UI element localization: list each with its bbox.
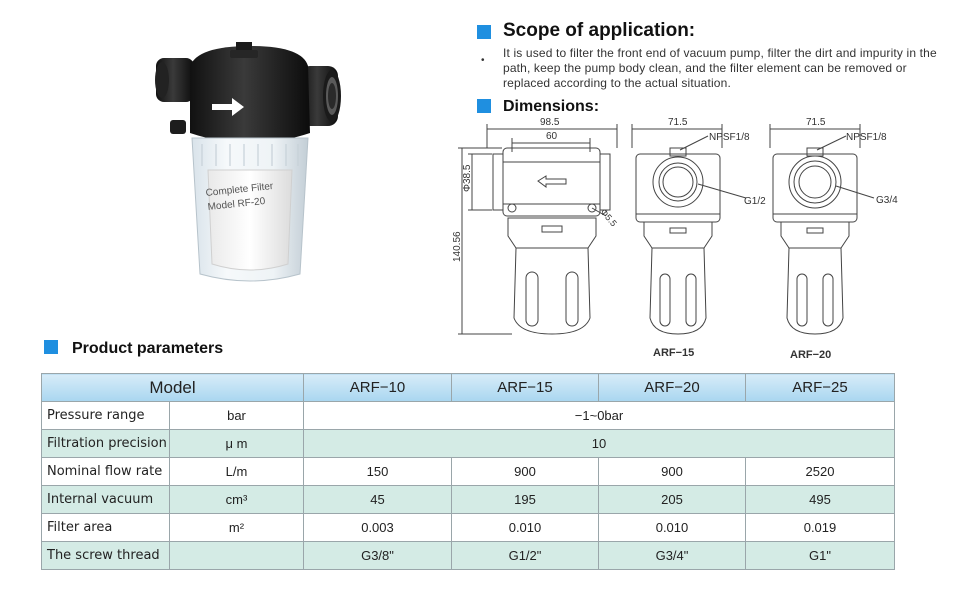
table-row (42, 458, 895, 486)
table-row (42, 430, 895, 458)
row-unit-vacuum: cm³ (170, 486, 304, 514)
row-name-precision: Filtration precision (42, 430, 170, 458)
cell-thread-arf-10: G3/8" (304, 542, 452, 570)
header-arf-25: ARF−25 (746, 374, 895, 402)
dimensions-title: Dimensions: (503, 98, 600, 115)
header-arf-10: ARF−10 (304, 374, 452, 402)
caption-arf-15: ARF−15 (653, 347, 695, 359)
table-row (42, 486, 895, 514)
npsf-right-label: NPSF1/8 (846, 132, 887, 143)
cell-flow-arf-15: 900 (452, 458, 599, 486)
dimension-drawings (440, 112, 920, 362)
scope-body: It is used to filter the front end of vacuum pump, filter the dirt and impurity in the path, keep the pump body clean, and the filter element can be removed or replaced according to the actual situation. (503, 46, 937, 90)
row-value-pressure: −1~0bar (304, 402, 895, 430)
table-row (42, 542, 895, 570)
photo-label-line2: Model RF-20 (207, 196, 266, 213)
cell-area-arf-20: 0.010 (599, 514, 746, 542)
row-name-flow: Nominal flow rate (42, 458, 170, 486)
scope-title: Scope of application: (503, 20, 696, 41)
table-row (42, 514, 895, 542)
cell-flow-arf-20: 900 (599, 458, 746, 486)
scope-bullet: • (481, 55, 485, 66)
params-square-icon (44, 340, 58, 354)
g-left-label: G1/2 (744, 196, 766, 207)
dim-140-56: 140.56 (452, 231, 463, 262)
row-name-area: Filter area (42, 514, 170, 542)
dim-60: 60 (546, 131, 558, 142)
header-model: Model (42, 374, 304, 402)
cell-flow-arf-10: 150 (304, 458, 452, 486)
cell-vacuum-arf-10: 45 (304, 486, 452, 514)
cell-thread-arf-20: G3/4" (599, 542, 746, 570)
row-value-precision: 10 (304, 430, 895, 458)
row-name-thread: The screw thread (42, 542, 170, 570)
cell-vacuum-arf-25: 495 (746, 486, 895, 514)
row-unit-pressure: bar (170, 402, 304, 430)
row-unit-flow: L/m (170, 458, 304, 486)
cell-thread-arf-25: G1" (746, 542, 895, 570)
product-photo (150, 38, 350, 288)
scope-square-icon (477, 25, 491, 39)
dim-phi-5-5: Φ5.5 (598, 206, 619, 229)
row-name-vacuum: Internal vacuum (42, 486, 170, 514)
dim-phi-38-5: Φ38.5 (462, 164, 473, 192)
cell-area-arf-15: 0.010 (452, 514, 599, 542)
header-arf-20: ARF−20 (599, 374, 746, 402)
caption-arf-20: ARF−20 (790, 349, 832, 361)
params-table (41, 373, 895, 570)
dimensions-square-icon (477, 99, 491, 113)
header-arf-15: ARF−15 (452, 374, 599, 402)
table-header-row (42, 374, 895, 402)
cell-vacuum-arf-20: 205 (599, 486, 746, 514)
photo-label-line1: Complete Filter (205, 180, 274, 199)
cell-area-arf-10: 0.003 (304, 514, 452, 542)
cell-area-arf-25: 0.019 (746, 514, 895, 542)
params-title: Product parameters (72, 340, 224, 357)
row-unit-area: m² (170, 514, 304, 542)
cell-vacuum-arf-15: 195 (452, 486, 599, 514)
row-name-pressure: Pressure range (42, 402, 170, 430)
cell-flow-arf-25: 2520 (746, 458, 895, 486)
dim-71-5-left: 71.5 (668, 117, 688, 128)
npsf-left-label: NPSF1/8 (709, 132, 750, 143)
dim-71-5-right: 71.5 (806, 117, 826, 128)
row-unit-thread (170, 542, 304, 570)
table-row (42, 402, 895, 430)
dim-98-5: 98.5 (540, 117, 560, 128)
cell-thread-arf-15: G1/2" (452, 542, 599, 570)
row-unit-precision: μ m (170, 430, 304, 458)
g-right-label: G3/4 (876, 195, 898, 206)
